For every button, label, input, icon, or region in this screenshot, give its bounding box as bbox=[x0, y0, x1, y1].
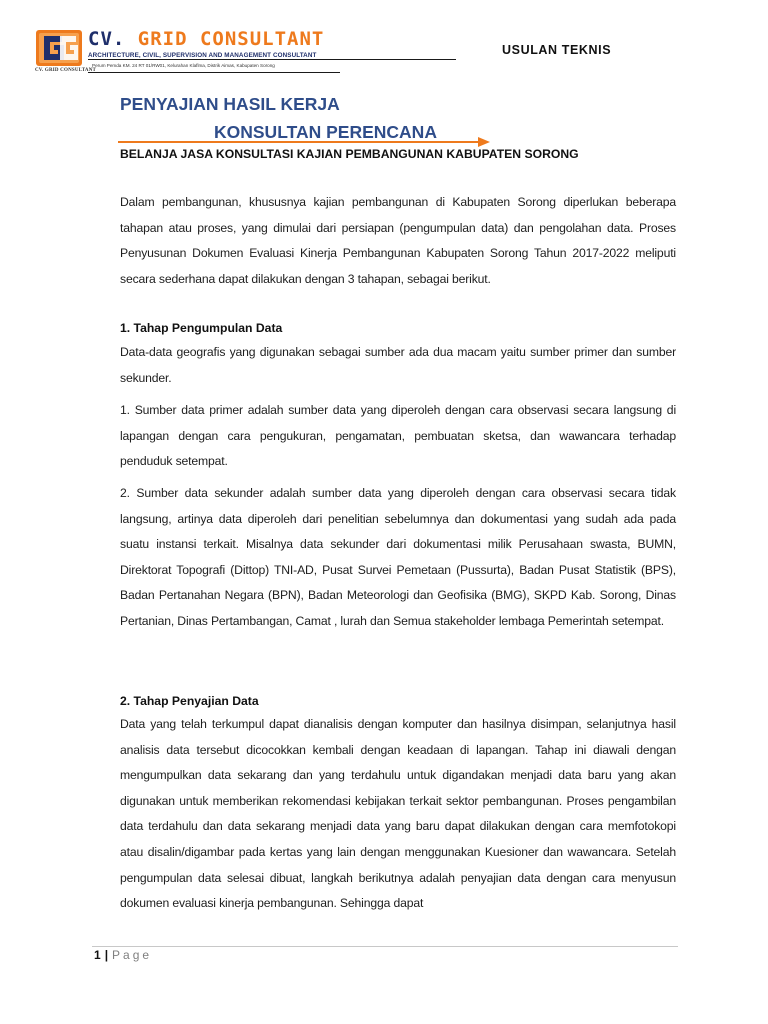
company-name bbox=[88, 28, 324, 50]
grid-consultant-logo-icon bbox=[36, 30, 82, 66]
page-number: 1 bbox=[94, 948, 101, 962]
page-label: Page bbox=[112, 948, 153, 962]
logo-caption: CV. GRID CONSULTANT bbox=[35, 68, 97, 73]
company-name-text: GRID CONSULTANT bbox=[137, 28, 325, 50]
company-subtitle: ARCHITECTURE, CIVIL, SUPERVISION AND MANAGEMENT CONSULTANT bbox=[88, 52, 317, 59]
section1-intro-paragraph: Data-data geografis yang digunakan sebagai sumber ada dua macam yaitu sumber primer dan sumber sekunder. bbox=[120, 345, 676, 385]
section-heading-penyajian: 2. Tahap Penyajian Data bbox=[120, 694, 259, 708]
company-address: Perum Pemda KM. 24 RT 01/RW01, Kelurahan Klaflma, Distrik Aimas, Kabupaten Sorong bbox=[92, 63, 275, 68]
company-prefix: CV. bbox=[88, 28, 126, 50]
header-divider bbox=[88, 59, 456, 60]
section-heading-pengumpulan: 1. Tahap Pengumpulan Data bbox=[120, 321, 283, 335]
footer-separator: | bbox=[104, 948, 109, 962]
section1-list-item-primer: 1. Sumber data primer adalah sumber data yang diperoleh dengan cara observasi secara langsung di lapangan dengan cara pengukuran, pengamatan, pembuatan sketsa, dan wawancara terhadap penduduk setempat. bbox=[120, 403, 676, 469]
section2-paragraph: Data yang telah terkumpul dapat dianalisis dengan komputer dan hasilnya disimpan, selanjutnya hasil analisis data tersebut dicocokkan kembali dengan keadaan di lapangan. Tahap ini diawali dengan mengumpulkan data sekarang dan yang terdahulu untuk digandakan menjadi data baru yang akan digunakan untuk memberikan rekomendasi kebijakan terkait sektor pembangunan. Proses pengambilan data terdahulu dan data sekarang menjadi data yang baru dapat dilakukan dengan cara memfotokopi atau disalin/digambar pada kertas yang lain dengan menggunakan Kuesioner dan wawancara. Setelah pengumpulan data selesai dibuat, langkah berikutnya adalah penyajian data dengan cara menyusun dokumen evaluasi kinerja pembangunan. Sehingga dapat bbox=[120, 717, 676, 911]
header-divider-lower bbox=[88, 72, 340, 73]
section1-list-item-sekunder: 2. Sumber data sekunder adalah sumber data yang diperoleh dengan cara observasi secara tidak langsung, artinya data diperoleh dari penelitian sebelumnya dan dokumentasi yang sudah ada pada suatu instansi terkait. Misalnya data sekunder dari dokumentasi milik Perusahaan swasta, BUMN, Direktorat Topografi (Dittop) TNI-AD, Pusat Survei Pemetaan (Pussurta), Badan Pusat Statistik (BPS), Badan Pertanahan Negara (BPN), Badan Meteorologi dan Geofisika (BMG), SKPD Kab. Sorong, Dinas Pertanian, Dinas Pertambangan, Camat , lurah dan Semua stakeholder lembaga Pemerintah setempat. bbox=[120, 486, 676, 628]
page-title-line2: KONSULTAN PERENCANA bbox=[214, 122, 437, 142]
document-type-label: USULAN TEKNIS bbox=[502, 43, 612, 57]
document-subheading: BELANJA JASA KONSULTASI KAJIAN PEMBANGUNAN KABUPATEN SORONG bbox=[120, 147, 579, 161]
footer-divider bbox=[92, 946, 678, 947]
page-footer bbox=[94, 948, 152, 962]
intro-paragraph: Dalam pembangunan, khususnya kajian pembangunan di Kabupaten Sorong diperlukan beberapa tahapan atau proses, yang dimulai dari persiapan (pengumpulan data) dan pengolahan data. Proses Penyusunan Dokumen Evaluasi Kinerja Pembangunan Kabupaten Sorong Tahun 2017-2022 meliputi secara sederhana dapat dilakukan dengan 3 tahapan, sebagai berikut. bbox=[120, 195, 676, 286]
page-title-line1: PENYAJIAN HASIL KERJA bbox=[120, 94, 340, 114]
